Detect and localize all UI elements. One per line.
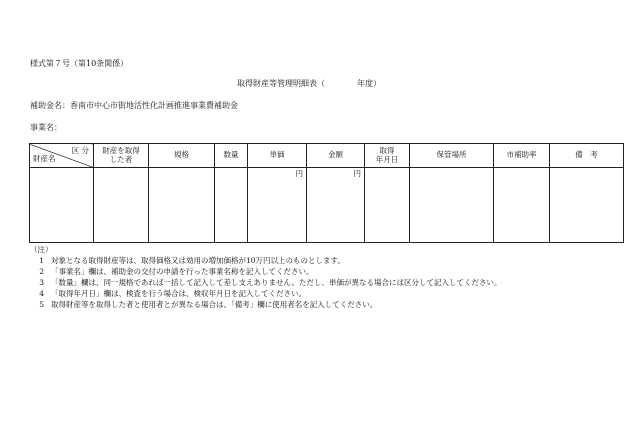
asset-management-table	[29, 143, 624, 243]
note-item	[30, 268, 314, 276]
cell-storage-location[interactable]	[410, 168, 494, 243]
cell-specification[interactable]	[149, 168, 215, 243]
document-title: 取得財産等管理明細表（ 年度）	[237, 79, 381, 88]
unit-price-yen: 円	[295, 169, 303, 178]
header-unit-price: 単価	[248, 144, 307, 168]
note-item	[30, 301, 377, 309]
cell-asset-name[interactable]	[30, 168, 94, 243]
note-text: 対象となる取得財産等は、取得価格又は効用の増加価格が10万円以上のものとします。	[51, 256, 345, 265]
notes-heading: （注）	[30, 245, 53, 254]
header-quantity: 数量	[215, 144, 248, 168]
cell-city-subsidy-rate[interactable]	[494, 168, 550, 243]
subsidy-label: 補助金名：	[30, 101, 70, 110]
note-number: 4	[39, 289, 44, 298]
form-number: 様式第７号（第10条関係）	[30, 59, 129, 68]
project-name-line	[30, 124, 62, 132]
cell-acquisition-date[interactable]	[365, 168, 410, 243]
table-header-row	[30, 144, 624, 168]
note-item	[30, 257, 345, 265]
amount-yen: 円	[353, 169, 361, 178]
subsidy-name-line	[30, 102, 238, 110]
note-text: 「事業名」欄は、補助金の交付の申請を行った事業名称を記入してください。	[51, 267, 314, 276]
note-text: 取得財産等を取得した者と使用者とが異なる場合は、「備考」欄に使用者名を記入してください。	[51, 300, 378, 309]
table-row	[30, 168, 624, 243]
note-number: 1	[39, 256, 44, 265]
header-acquisition-date: 取得 年月日	[365, 144, 410, 168]
note-number: 3	[39, 278, 44, 287]
subsidy-name: 香南市中心市街地活性化計画推進事業費補助金	[70, 101, 238, 110]
header-corner-cell	[30, 144, 94, 168]
note-item	[30, 290, 306, 298]
project-label: 事業名：	[30, 123, 62, 132]
note-text: 「取得年月日」欄は、検査を行う場合は、検収年月日を記入してください。	[51, 289, 306, 298]
header-asset-name: 財産名	[33, 154, 56, 164]
header-city-subsidy-rate: 市補助率	[494, 144, 550, 168]
header-specification: 規格	[149, 144, 215, 168]
header-storage-location: 保管場所	[410, 144, 494, 168]
cell-amount[interactable]	[307, 168, 365, 243]
cell-acquirer[interactable]	[94, 168, 149, 243]
header-remarks: 備 考	[550, 144, 624, 168]
cell-unit-price[interactable]	[248, 168, 307, 243]
note-number: 5	[39, 300, 44, 309]
cell-quantity[interactable]	[215, 168, 248, 243]
note-item	[30, 279, 501, 287]
cell-remarks[interactable]	[550, 168, 624, 243]
header-category: 区 分	[71, 146, 89, 155]
header-acquirer: 財産を取得 した者	[94, 144, 149, 168]
note-number: 2	[39, 267, 44, 276]
note-text: 「数量」欄は、同一規格であれば一括して記入して差し支えありません。ただし、単価が異なる場合には区分して記入してください。	[51, 278, 502, 287]
header-amount: 金額	[307, 144, 365, 168]
